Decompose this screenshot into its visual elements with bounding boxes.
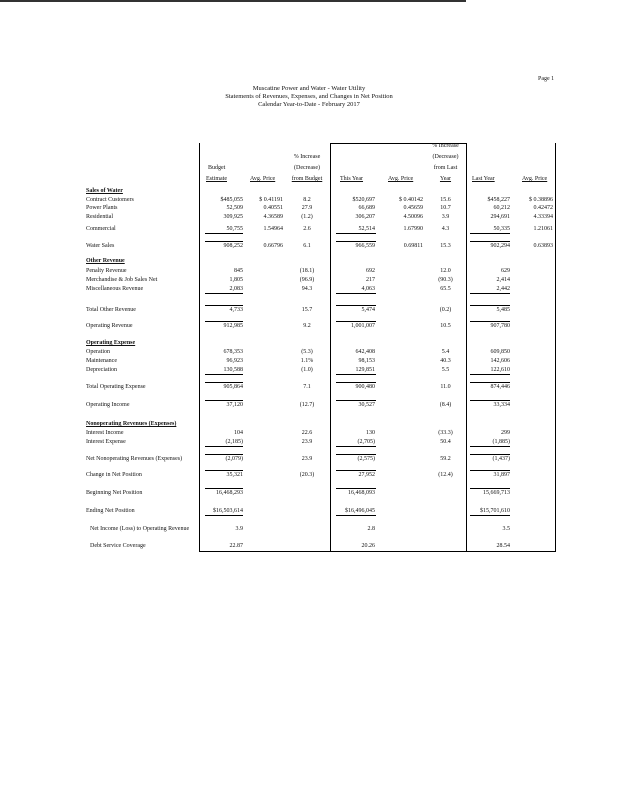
underline-rule (205, 374, 243, 375)
underline-rule (336, 446, 376, 447)
row-label: Maintenance (86, 358, 117, 364)
row-label: Merchandise & Job Sales Net (86, 277, 158, 283)
cell-value: 6.1 (303, 243, 311, 249)
underline-rule (470, 382, 510, 383)
cell-value: 4,733 (229, 307, 243, 313)
cell-value: (2,185) (225, 439, 243, 445)
cell-value: 3.5 (502, 526, 510, 532)
underline-rule (336, 400, 376, 401)
scan-edge-line (0, 0, 466, 2)
cell-value: 0.69811 (403, 243, 423, 249)
cell-value: $ 0.38896 (529, 197, 553, 203)
cell-value: 40.3 (440, 358, 451, 364)
cell-value: 0.45659 (403, 205, 423, 211)
cell-value: 294,691 (490, 214, 510, 220)
underline-rule (336, 374, 376, 375)
underline-rule (336, 305, 376, 306)
underline-rule (205, 305, 243, 306)
cell-value: 35,321 (226, 472, 243, 478)
cell-value: 966,559 (355, 243, 375, 249)
header-this-year: This Year (340, 176, 364, 182)
report-title-line-1: Muscatine Power and Water - Water Utility (252, 85, 366, 92)
cell-value: 59.2 (440, 456, 451, 462)
cell-value: 845 (234, 268, 243, 274)
row-label: Power Plants (86, 205, 118, 211)
cell-value: 609,850 (490, 349, 510, 355)
cell-value: 60,212 (493, 205, 510, 211)
cell-value: $15,701,610 (480, 508, 510, 514)
cell-value: 50,335 (493, 226, 510, 232)
cell-value: 23.9 (301, 456, 313, 462)
cell-value: (8.4) (439, 402, 452, 408)
cell-value: (1,885) (492, 439, 510, 445)
underline-rule (470, 400, 510, 401)
cell-value: 27.9 (301, 205, 313, 211)
cell-value: 10.5 (440, 323, 451, 329)
underline-rule (205, 321, 243, 322)
row-label: Interest Expense (86, 439, 126, 445)
cell-value: 4.36589 (263, 214, 283, 220)
cell-value: 306,207 (355, 214, 375, 220)
cell-value: 2,083 (229, 286, 243, 292)
cell-value: 65.5 (440, 286, 451, 292)
cell-value: 1,805 (229, 277, 243, 283)
underline-rule (205, 515, 243, 516)
cell-value: (1.2) (301, 214, 313, 220)
underline-rule (470, 446, 510, 447)
underline-rule (336, 321, 376, 322)
cell-value: 908,252 (223, 243, 243, 249)
cell-value: 16,468,093 (348, 490, 375, 496)
cell-value: 5,485 (496, 307, 510, 313)
header-pct-budget-3: from Budget (291, 176, 323, 182)
cell-value: 5.5 (441, 367, 450, 373)
cell-value: 629 (501, 268, 510, 274)
underline-rule (336, 382, 376, 383)
row-label: Commercial (86, 226, 116, 232)
cell-value: $485,055 (220, 197, 243, 203)
row-label: Operating Revenue (86, 323, 133, 329)
cell-value: 129,851 (355, 367, 375, 373)
header-last-year: Last Year (472, 176, 495, 182)
cell-value: 3.9 (441, 214, 450, 220)
row-label: Net Nonoperating Revenues (Expenses) (86, 456, 183, 462)
row-label: Contract Customers (86, 197, 134, 203)
underline-rule (205, 382, 243, 383)
section-heading: Other Revenue (86, 258, 125, 264)
underline-rule (205, 446, 243, 447)
cell-value: 692 (366, 268, 375, 274)
cell-value: 12.0 (440, 268, 451, 274)
underline-rule (336, 515, 376, 516)
row-label: Total Operating Expense (86, 384, 146, 390)
header-pct-budget-1: % Increase (293, 154, 321, 160)
cell-value: 142,606 (490, 358, 510, 364)
table-divider-2 (466, 143, 467, 551)
cell-value: 15.6 (440, 197, 451, 203)
cell-value: $458,227 (487, 197, 510, 203)
cell-value: 10.7 (440, 205, 451, 211)
underline-rule (336, 488, 376, 489)
cell-value: (2,079) (225, 456, 243, 462)
row-label: Change in Net Position (86, 472, 142, 478)
cell-value: $16,503,614 (213, 508, 243, 514)
cell-value: $16,496,045 (345, 508, 375, 514)
underline-rule (470, 293, 510, 294)
header-budget-2: Estimate (206, 176, 227, 182)
cell-value: 2.8 (367, 526, 375, 532)
cell-value: 8.2 (303, 197, 311, 203)
cell-value: 31,897 (493, 472, 510, 478)
header-avg-price-3: Avg. Price (522, 176, 548, 182)
table-divider-1 (330, 143, 331, 551)
underline-rule (205, 470, 243, 471)
cell-value: 4.3 (441, 226, 450, 232)
cell-value: 678,353 (223, 349, 243, 355)
cell-value: 50.4 (440, 439, 451, 445)
cell-value: 98,153 (358, 358, 375, 364)
cell-value: 905,864 (223, 384, 243, 390)
table-border-bottom (199, 551, 556, 552)
cell-value: 1.1% (300, 358, 314, 364)
table-border-left (199, 143, 200, 551)
header-pct-last-1: % Increase (432, 143, 459, 149)
underline-rule (205, 400, 243, 401)
cell-value: 27,952 (358, 472, 375, 478)
cell-value: 122,610 (490, 367, 510, 373)
cell-value: (1.0) (301, 367, 313, 373)
cell-value: 52,514 (358, 226, 375, 232)
underline-rule (470, 233, 510, 234)
row-label: Interest Income (86, 430, 124, 436)
cell-value: 37,120 (226, 402, 243, 408)
underline-rule (336, 470, 376, 471)
underline-rule (205, 488, 243, 489)
underline-rule (336, 233, 376, 234)
cell-value: 11.0 (440, 384, 451, 390)
cell-value: 1.21061 (533, 226, 553, 232)
cell-value: (96.9) (299, 277, 315, 283)
cell-value: 217 (366, 277, 375, 283)
cell-value: 0.40551 (263, 205, 283, 211)
cell-value: (1,437) (492, 456, 510, 462)
underline-rule (470, 515, 510, 516)
cell-value: (20.3) (299, 472, 315, 478)
row-label: Debt Service Coverage (90, 543, 146, 549)
cell-value: 20.26 (361, 543, 375, 549)
cell-value: (90.3) (438, 277, 453, 283)
row-label: Penalty Revenue (86, 268, 127, 274)
cell-value: 2.6 (303, 226, 311, 232)
header-avg-price-2: Avg. Price (388, 176, 414, 182)
header-avg-price-1: Avg. Price (250, 176, 276, 182)
underline-rule (205, 241, 243, 242)
report-title-line-2: Statements of Revenues, Expenses, and Changes in Net Position (225, 93, 393, 100)
cell-value: 3.9 (235, 526, 243, 532)
cell-value: 52,509 (226, 205, 243, 211)
underline-rule (470, 488, 510, 489)
cell-value: 96,923 (226, 358, 243, 364)
cell-value: 130 (366, 430, 375, 436)
cell-value: 66,689 (358, 205, 375, 211)
cell-value: $520,697 (352, 197, 375, 203)
underline-rule (205, 233, 243, 234)
header-pct-last-4: Year (439, 176, 452, 182)
cell-value: 104 (234, 430, 243, 436)
cell-value: $ 0.40142 (399, 197, 423, 203)
cell-value: 15,669,713 (483, 490, 510, 496)
cell-value: (12.4) (438, 472, 453, 478)
underline-rule (205, 454, 243, 455)
cell-value: 2,414 (496, 277, 510, 283)
section-heading: Nonoperating Revenues (Expenses) (86, 421, 177, 427)
cell-value: 22.87 (229, 543, 243, 549)
cell-value: $ 0.41191 (259, 197, 283, 203)
section-heading: Sales of Water (86, 188, 123, 194)
row-label: Operating Income (86, 402, 130, 408)
section-heading: Operating Expense (86, 340, 136, 346)
header-pct-budget-2: (Decrease) (294, 165, 320, 171)
cell-value: 94.3 (301, 286, 313, 292)
underline-rule (470, 470, 510, 471)
cell-value: 15.3 (440, 243, 451, 249)
underline-rule (470, 321, 510, 322)
cell-value: 1.67990 (403, 226, 423, 232)
row-label: Miscellaneous Revenue (86, 286, 144, 292)
cell-value: 130,588 (223, 367, 243, 373)
cell-value: 30,527 (358, 402, 375, 408)
underline-rule (470, 374, 510, 375)
cell-value: (2,705) (357, 439, 375, 445)
header-pct-last-2: (Decrease) (432, 154, 459, 160)
underline-rule (470, 305, 510, 306)
cell-value: (18.1) (299, 268, 315, 274)
cell-value: 874,446 (490, 384, 510, 390)
cell-value: 22.6 (301, 430, 313, 436)
cell-value: 5,474 (361, 307, 375, 313)
cell-value: 9.2 (303, 323, 311, 329)
underline-rule (470, 454, 510, 455)
cell-value: 907,780 (490, 323, 510, 329)
header-budget-1: Budget (208, 165, 226, 171)
cell-value: 4.33394 (533, 214, 553, 220)
report-title-line-3: Calendar Year-to-Date - February 2017 (258, 101, 360, 108)
row-label: Total Other Revenue (86, 307, 136, 313)
cell-value: 23.9 (301, 439, 313, 445)
table-border-right (555, 143, 556, 551)
cell-value: 0.66796 (263, 243, 283, 249)
cell-value: 1.54964 (263, 226, 283, 232)
cell-value: 912,985 (223, 323, 243, 329)
cell-value: 15.7 (301, 307, 313, 313)
cell-value: 7.1 (303, 384, 311, 390)
cell-value: 299 (501, 430, 510, 436)
cell-value: (33.3) (438, 430, 453, 436)
cell-value: (2,575) (357, 456, 375, 462)
cell-value: 5.4 (441, 349, 450, 355)
underline-rule (205, 293, 243, 294)
row-label: Operation (86, 349, 110, 355)
page-number: Page 1 (538, 76, 555, 82)
cell-value: 642,408 (355, 349, 375, 355)
cell-value: (5.3) (301, 349, 313, 355)
cell-value: 50,755 (226, 226, 243, 232)
cell-value: 309,925 (223, 214, 243, 220)
cell-value: 902,294 (490, 243, 510, 249)
cell-value: (12.7) (299, 402, 315, 408)
header-pct-last-3: from Last (433, 165, 458, 171)
row-label: Depreciation (86, 367, 117, 373)
cell-value: 28.54 (496, 543, 510, 549)
cell-value: 0.42472 (533, 205, 553, 211)
cell-value: 900,480 (355, 384, 375, 390)
row-label: Water Sales (86, 243, 115, 249)
cell-value: 0.63893 (533, 243, 553, 249)
cell-value: 33,334 (493, 402, 510, 408)
cell-value: 2,442 (496, 286, 510, 292)
row-label: Ending Net Position (86, 508, 135, 514)
cell-value: 4,063 (361, 286, 375, 292)
row-label: Residential (86, 214, 113, 220)
cell-value: 4.50096 (403, 214, 423, 220)
cell-value: (0.2) (439, 307, 452, 313)
row-label: Net Income (Loss) to Operating Revenue (90, 526, 190, 532)
underline-rule (336, 241, 376, 242)
underline-rule (336, 293, 376, 294)
row-label: Beginning Net Position (86, 490, 143, 496)
underline-rule (470, 241, 510, 242)
underline-rule (336, 454, 376, 455)
cell-value: 1,001,007 (351, 323, 375, 329)
cell-value: 16,468,293 (216, 490, 243, 496)
